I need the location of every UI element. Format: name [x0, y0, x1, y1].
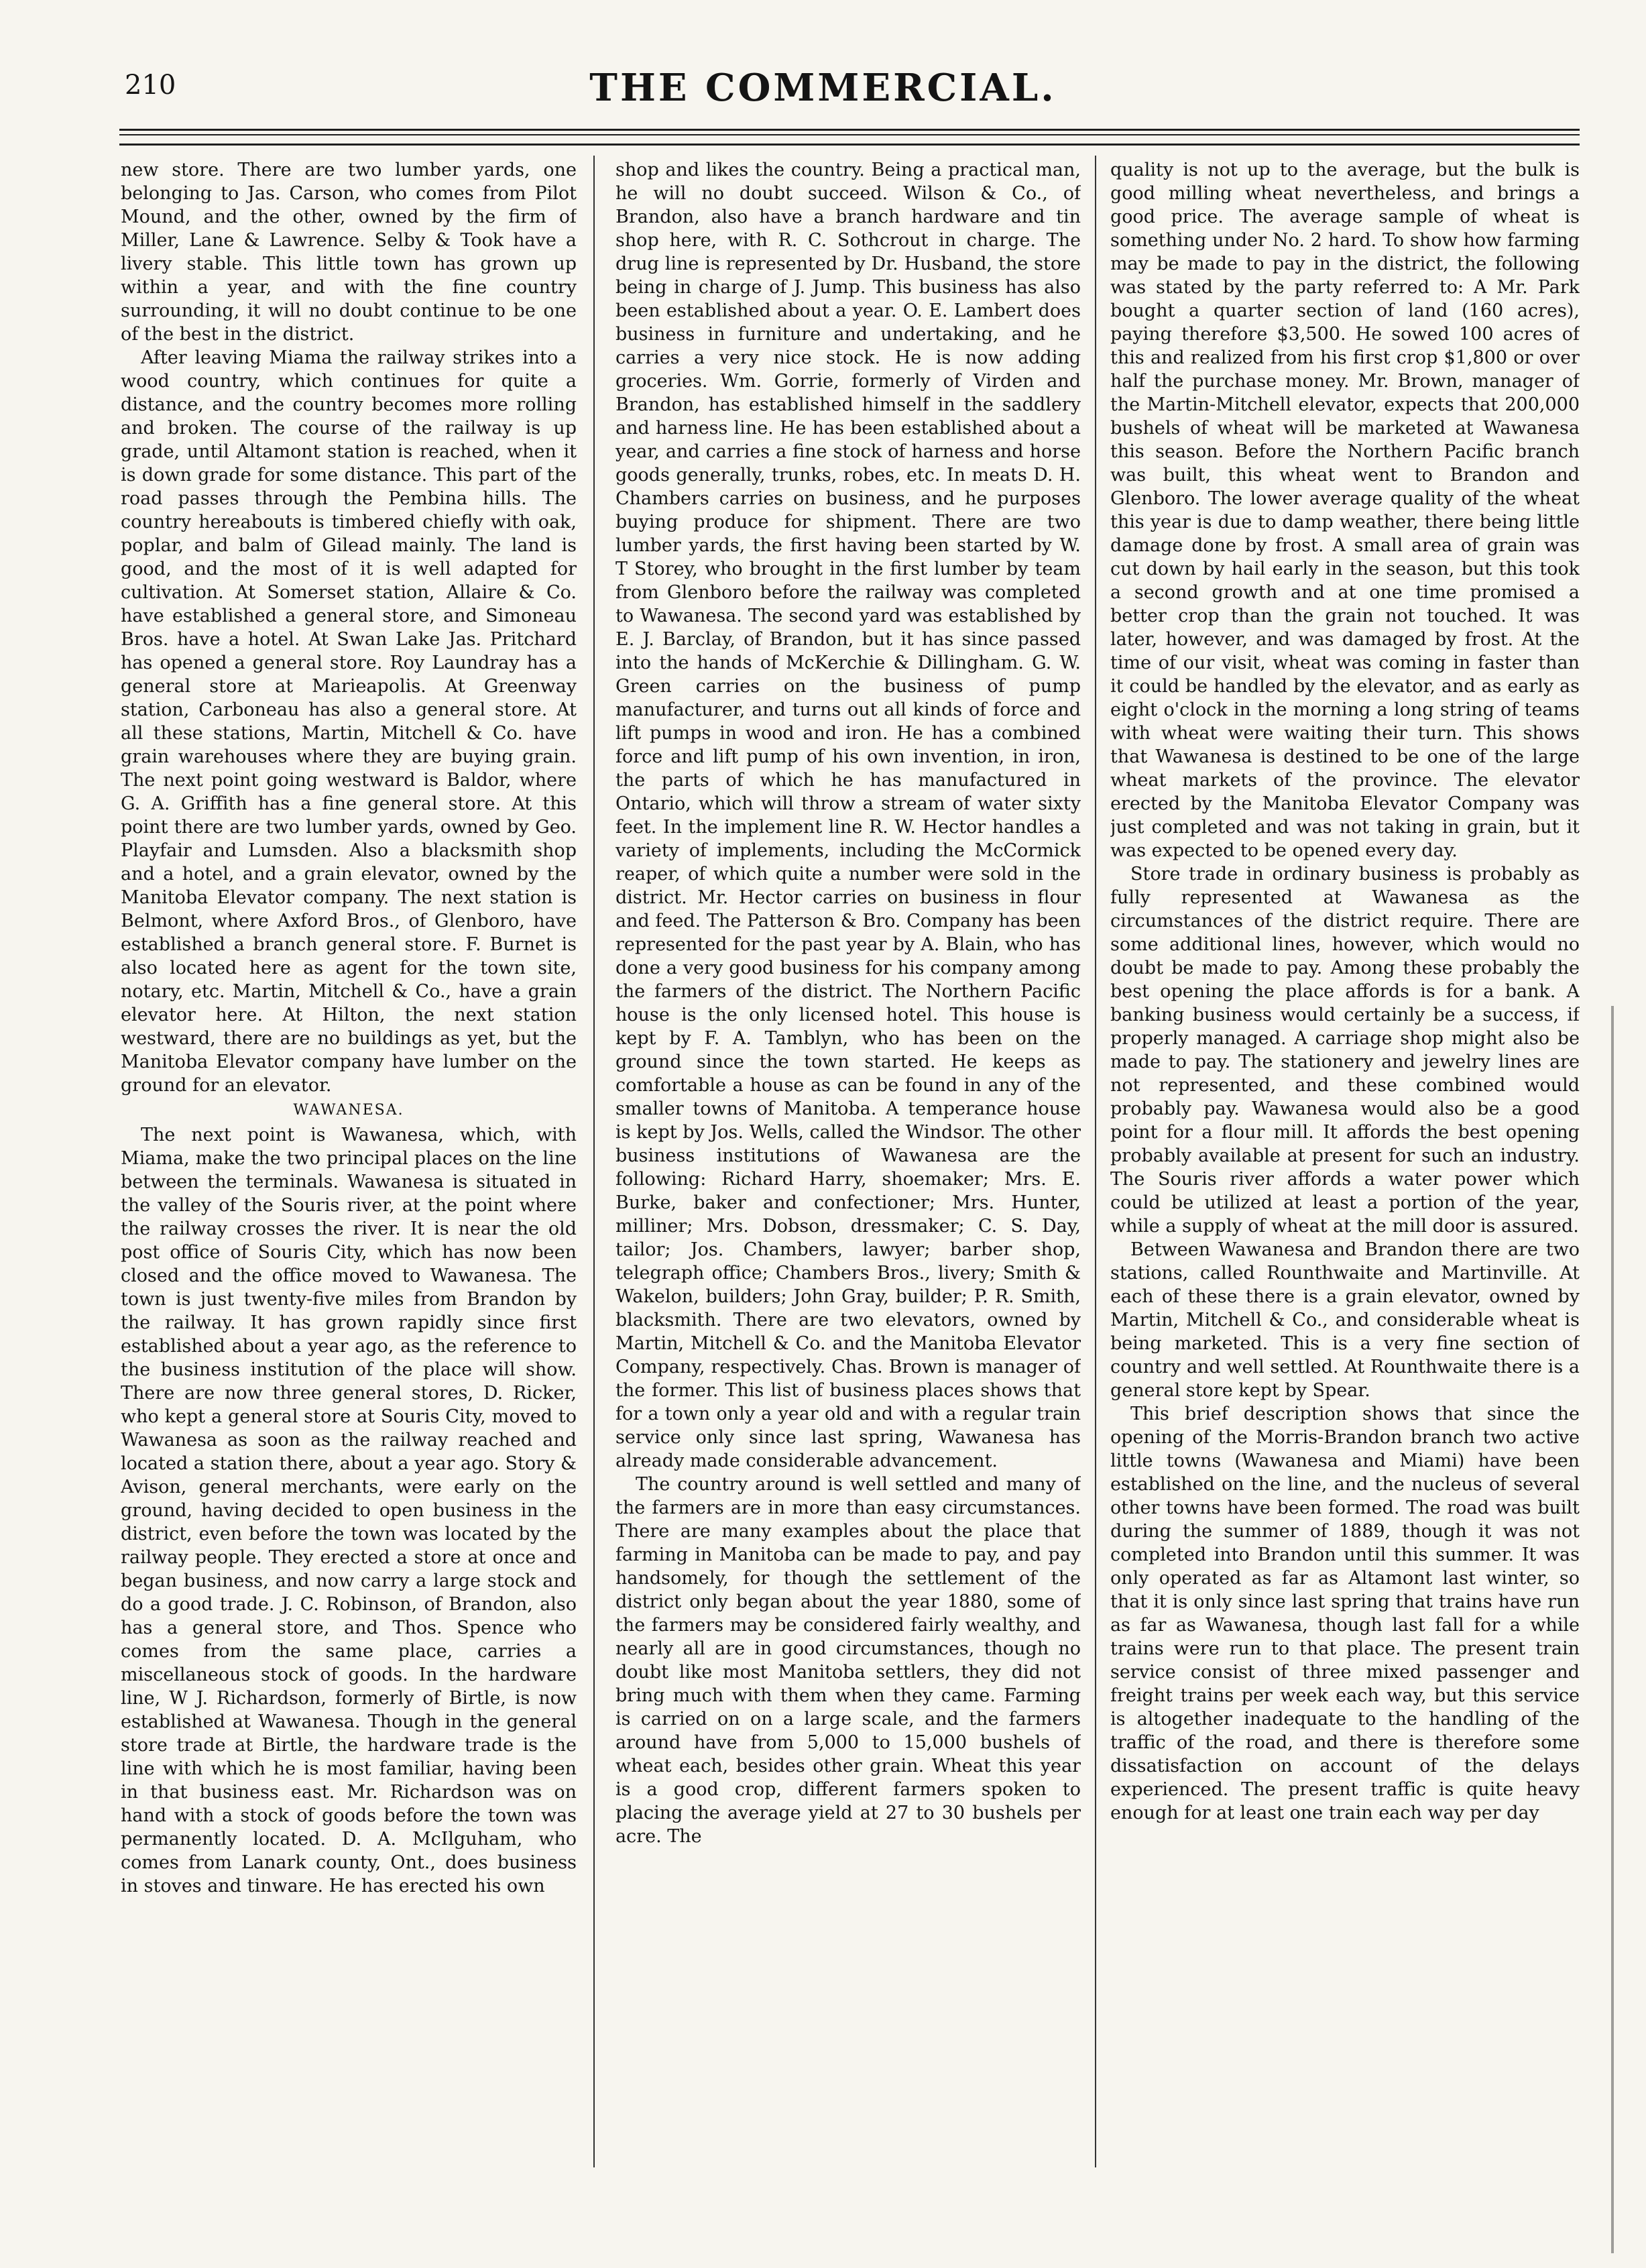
page-edge-mark — [1611, 1006, 1614, 2253]
article-paragraph: Store trade in ordinary business is probably as fully represented at Wawanesa as the circumstances of the district require. There are some additional lines, however, which would no doubt be made to pay. Among these probably the best opening the place affords is for a bank. A banking business would certainly be a success, if properly managed. A carriage shop might also be made to pay. The stationery and jewelry lines are not represented, and these combined would probably pay. Wawanesa would also be a good point for a flour mill. It affords the best opening probably available at present for such an industry. The Souris river affords a water power which could be utilized at least a portion of the year, while a supply of wheat at the mill door is assured. — [1110, 864, 1580, 1237]
column-divider — [1095, 156, 1096, 2167]
header-rule — [119, 129, 1580, 131]
article-paragraph: quality is not up to the average, but the bulk is good milling wheat nevertheless, and brings a good price. The average sample of wheat is something under No. 2 hard. To show how farming may be made to pay in the district, the following was stated by the party referred to: A Mr. Park bought a quarter section of land (160 acres), paying therefore $3,500. He sowed 100 acres of this and realized from his first crop $1,800 or over half the purchase money. Mr. Brown, manager of the Martin-Mitchell elevator, expects that 200,000 bushels of wheat will be marketed at Wawanesa this season. Before the Northern Pacific branch was built, this wheat went to Brandon and Glenboro. The lower average quality of the wheat this year is due to damp weather, there being little damage done by frost. A small area of grain was cut down by hail early in the season, but this took a second growth and at one time promised a better crop than the grain not touched. It was later, however, and was damaged by frost. At the time of our visit, wheat was coming in faster than it could be handled by the elevator, and as early as eight o'clock in the morning a long string of teams with wheat were waiting their turn. This shows that Wawanesa is destined to be one of the large wheat markets of the province. The elevator erected by the Manitoba Elevator Company was just completed and was not taking in grain, but it was expected to be opened every day. — [1110, 160, 1580, 861]
column-divider — [593, 156, 595, 2167]
article-column-2 — [615, 158, 1081, 2170]
article-paragraph: Between Wawanesa and Brandon there are two stations, called Rounthwaite and Martinville. At each of these there is a grain elevator, owned by Martin, Mitchell & Co., and considerable wheat is being marketed. This is a very fine section of country and well settled. At Rounthwaite there is a general store kept by Spear. — [1110, 1239, 1580, 1401]
header-rule — [119, 134, 1580, 135]
masthead-title: THE COMMERCIAL. — [589, 66, 1057, 110]
article-paragraph: shop and likes the country. Being a practical man, he will no doubt succeed. Wilson & Co., of Brandon, also have a branch hardware and tin shop here, with R. C. Sothcrout in charge. The drug line is represented by Dr. Husband, the store being in charge of J. Jump. This business has also been established about a year. O. E. Lambert does business in furniture and undertaking, and he carries a very nice stock. He is now adding groceries. Wm. Gorrie, formerly of Virden and Brandon, has established himself in the saddlery and harness line. He has been established about a year, and carries a fine stock of harness and horse goods generally, trunks, robes, etc. In meats D. H. Chambers carries on business, and he purposes buying produce for shipment. There are two lumber yards, the first having been started by W. T Storey, who brought in the first lumber by team from Glenboro before the railway was completed to Wawanesa. The second yard was established by E. J. Barclay, of Brandon, but it has since passed into the hands of McKerchie & Dillingham. G. W. Green carries on the business of pump manufacturer, and turns out all kinds of force and lift pumps in wood and iron. He has a combined force and lift pump of his own invention, in iron, the parts of which he has manufactured in Ontario, which will throw a stream of water sixty feet. In the implement line R. W. Hector handles a variety of implements, including the McCormick reaper, of which quite a number were sold in the district. Mr. Hector carries on business in flour and feed. The Patterson & Bro. Company has been represented for the past year by A. Blain, who has done a very good business for his company among the farmers of the district. The Northern Pacific house is the only licensed hotel. This house is kept by F. A. Tamblyn, who has been on the ground since the town started. He keeps as comfortable a house as can be found in any of the smaller towns of Manitoba. A temperance house is kept by Jos. Wells, called the Windsor. The other business institutions of Wawanesa are the following: Richard Harry, shoemaker; Mrs. E. Burke, baker and confectioner; Mrs. Hunter, milliner; Mrs. Dobson, dressmaker; C. S. Day, tailor; Jos. Chambers, lawyer; barber shop, telegraph office; Chambers Bros., livery; Smith & Wakelon, builders; John Gray, builder; P. R. Smith, blacksmith. There are two elevators, owned by Martin, Mitchell & Co. and the Manitoba Elevator Company, respectively. Chas. Brown is manager of the former. This list of business places shows that for a town only a year old and with a regular train service only since last spring, Wawanesa has already made considerable advancement. — [615, 160, 1081, 1471]
article-paragraph: The country around is well settled and many of the farmers are in more than easy circumstances. There are many examples about the place that farming in Manitoba can be made to pay, and pay handsomely, for though the settlement of the district only began about the year 1880, some of the farmers may be considered fairly wealthy, and nearly all are in good circumstances, though no doubt like most Manitoba settlers, they did not bring much with them when they came. Farming is carried on on a large scale, and the farmers around have from 5,000 to 15,000 bushels of wheat each, besides other grain. Wheat this year is a good crop, different farmers spoken to placing the average yield at 27 to 30 bushels per acre. The — [615, 1474, 1081, 1847]
article-paragraph: The next point is Wawanesa, which, with Miama, make the two principal places on the line between the terminals. Wawanesa is situated in the valley of the Souris river, at the point where the railway crosses the river. It is near the old post office of Souris City, which has now been closed and the office moved to Wawanesa. The town is just twenty-five miles from Brandon by the railway. It has grown rapidly since first established about a year ago, as the reference to the business institution of the place will show. There are now three general stores, D. Ricker, who kept a general store at Souris City, moved to Wawanesa as soon as the railway reached and located a station there, about a year ago. Story & Avison, general merchants, were early on the ground, having decided to open business in the district, even before the town was located by the railway people. They erected a store at once and began business, and now carry a large stock and do a good trade. J. C. Robinson, of Brandon, also has a general store, and Thos. Spence who comes from the same place, carries a miscellaneous stock of goods. In the hardware line, W J. Richardson, formerly of Birtle, is now established at Wawanesa. Though in the general store trade at Birtle, the hardware trade is the line with which he is most familiar, having been in that business east. Mr. Richardson was on hand with a stock of goods before the town was permanently located. D. A. McIlguham, who comes from Lanark county, Ont., does business in stoves and tinware. He has erected his own — [121, 1125, 577, 1896]
article-paragraph: After leaving Miama the railway strikes into a wood country, which continues for quite a distance, and the country becomes more rolling and broken. The course of the railway is up grade, until Altamont station is reached, when it is down grade for some distance. This part of the road passes through the Pembina hills. The country hereabouts is timbered chiefly with oak, poplar, and balm of Gilead mainly. The land is good, and the most of it is well adapted for cultivation. At Somerset station, Allaire & Co. have established a general store, and Simoneau Bros. have a hotel. At Swan Lake Jas. Pritchard has opened a general store. Roy Laundray has a general store at Marieapolis. At Greenway station, Carboneau has also a general store. At all these stations, Martin, Mitchell & Co. have grain warehouses where they are buying grain. The next point going westward is Baldor, where G. A. Griffith has a fine general store. At this point there are two lumber yards, owned by Geo. Playfair and Lumsden. Also a blacksmith shop and a hotel, and a grain elevator, owned by the Manitoba Elevator company. The next station is Belmont, where Axford Bros., of Glenboro, have established a branch general store. F. Burnet is also located here as agent for the town site, notary, etc. Martin, Mitchell & Co., have a grain elevator here. At Hilton, the next station westward, there are no buildings as yet, but the Manitoba Elevator company have lumber on the ground for an elevator. — [121, 347, 577, 1096]
article-paragraph: new store. There are two lumber yards, one belonging to Jas. Carson, who comes from Pilot Mound, and the other, owned by the firm of Miller, Lane & Lawrence. Selby & Took have a livery stable. This little town has grown up within a year, and with the fine country surrounding, it will no doubt continue to be one of the best in the district. — [121, 160, 577, 345]
article-column-1 — [121, 158, 577, 2170]
page-number: 210 — [125, 70, 176, 101]
article-column-3 — [1110, 158, 1580, 2170]
section-heading: WAWANESA. — [293, 1102, 404, 1119]
header-rule — [119, 144, 1580, 146]
article-paragraph: This brief description shows that since the opening of the Morris-Brandon branch two active little towns (Wawanesa and Miami) have been established on the line, and the nucleus of several other towns have been formed. The road was built during the summer of 1889, though it was not completed into Brandon until this summer. It was only operated as far as Altamont last winter, so that it is only since last spring that trains have run as far as Wawanesa, though last fall for a while trains were run to that place. The present train service consist of three mixed passenger and freight trains per week each way, but this service is altogether inadequate to the handling of the traffic of the road, and there is therefore some dissatisfaction on account of the delays experienced. The present traffic is quite heavy enough for at least one train each way per day — [1110, 1404, 1580, 1823]
